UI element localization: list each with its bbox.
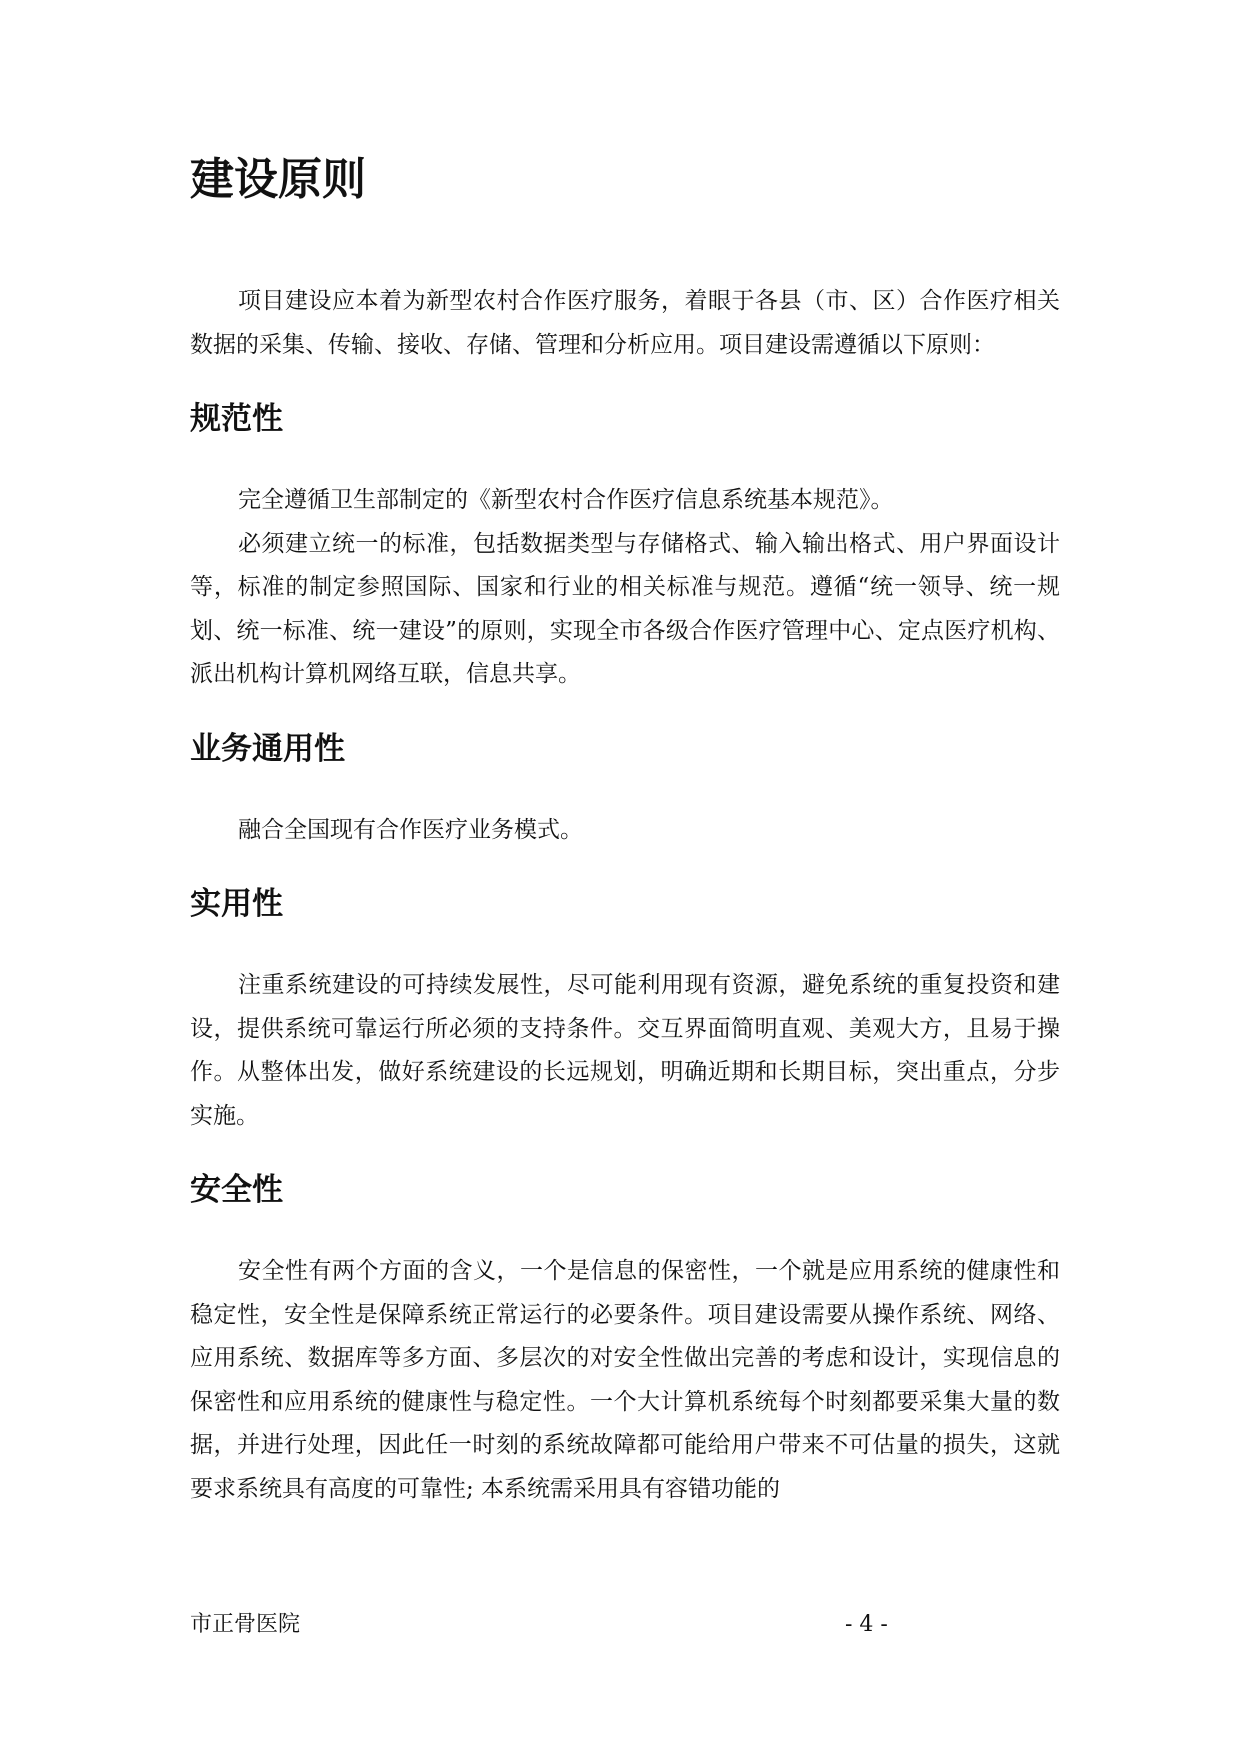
section-paragraph: 融合全国现有合作医疗业务模式。 bbox=[238, 816, 583, 843]
intro-block bbox=[190, 280, 1060, 367]
section-heading: 规范性 bbox=[190, 401, 283, 437]
section-heading: 业务通用性 bbox=[190, 730, 345, 767]
section-heading: 实用性 bbox=[190, 886, 283, 922]
section-security bbox=[190, 1168, 1060, 1511]
section-practicality bbox=[190, 882, 1060, 1138]
footer-organization: 市正骨医院 bbox=[190, 1612, 301, 1637]
section-standardization bbox=[190, 397, 1060, 697]
section-paragraph: 完全遵循卫生部制定的《新型农村合作医疗信息系统基本规范》。 bbox=[238, 487, 894, 513]
page-number: - 4 - bbox=[845, 1612, 888, 1637]
section-heading: 安全性 bbox=[190, 1172, 283, 1208]
intro-paragraph: 项目建设应本着为新型农村合作医疗服务，着眼于各县（市、区）合作医疗相关数据的采集、传输、接收、存储、管理和分析应用。项目建设需遵循以下原则： bbox=[190, 288, 1060, 358]
section-business-generality bbox=[190, 727, 1060, 853]
section-paragraph: 安全性有两个方面的含义，一个是信息的保密性，一个就是应用系统的健康性和稳定性，安全性是保障系统正常运行的必要条件。项目建设需要从操作系统、网络、应用系统、数据库等多方面、多层次的对安全性做出完善的考虑和设计，实现信息的保密性和应用系统的健康性与稳定性。一个大计算机系统每个时刻都要采集大量的数据，并进行处理，因此任一时刻的系统故障都可能给用户带来不可估量的损失，这就要求系统具有高度的可靠性; 本系统需采用具有容错功能的 bbox=[190, 1258, 1060, 1502]
document-body bbox=[190, 150, 1060, 1541]
section-paragraph: 必须建立统一的标准，包括数据类型与存储格式、输入输出格式、用户界面设计等，标准的制定参照国际、国家和行业的相关标准与规范。遵循“统一领导、统一规划、统一标准、统一建设”的原则，实现全市各级合作医疗管理中心、定点医疗机构、派出机构计算机网络互联，信息共享。 bbox=[190, 530, 1060, 687]
page-title: 建设原则 bbox=[190, 154, 366, 205]
section-paragraph: 注重系统建设的可持续发展性，尽可能利用现有资源，避免系统的重复投资和建设，提供系统可靠运行所必须的支持条件。交互界面简明直观、美观大方，且易于操作。从整体出发，做好系统建设的长远规划，明确近期和长期目标，突出重点，分步实施。 bbox=[190, 972, 1060, 1129]
